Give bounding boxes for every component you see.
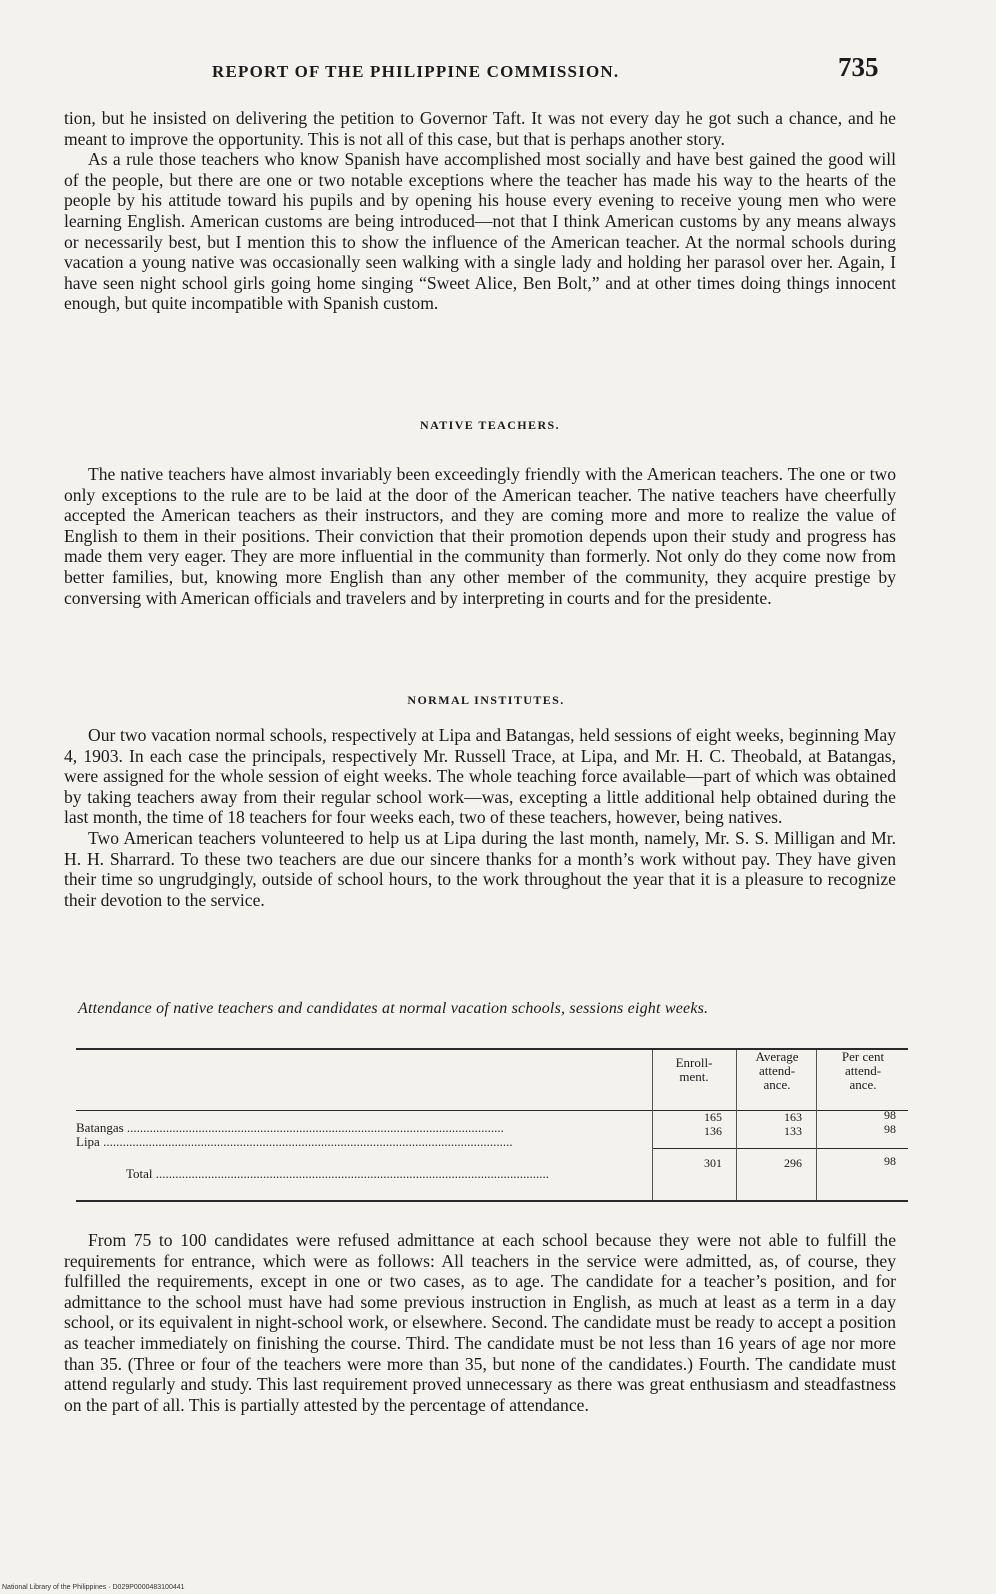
table-caption: Attendance of native teachers and candidates at normal vacation schools, sessions eight weeks. [78,1000,709,1017]
table-total-cell: 98 [884,1154,896,1168]
table-row-label: Batangas .................................................................................................................... [76,1120,504,1135]
table-cell: 163 [784,1110,802,1124]
paragraph: Two American teachers volunteered to help us at Lipa during the last month, namely, Mr. S. S. Milligan and Mr. H. H. Sharrard. To these two teachers are due our sincere thanks for a month’s work without pay. They have given their time so ungrudgingly, outside of school hours, to the work throughout the year that it is a pleasure to recognize their devotion to the service. [64,827,896,910]
table-bottom-rule [76,1200,908,1202]
header-line: ance. [763,1077,791,1092]
table-total-cell: 296 [784,1156,802,1170]
header-line: Enroll- [675,1055,713,1070]
row-label-text: Batangas [76,1120,124,1135]
header-line: attend- [758,1063,796,1078]
intro-text [64,108,896,314]
column-header-enrollment [654,1056,734,1084]
table-row-label: Lipa .............................................................................................................................. [76,1134,513,1149]
table-cell: 98 [884,1108,896,1122]
table-cell: 133 [784,1124,802,1138]
table-cell: 98 [884,1122,896,1136]
native-teachers-text [64,464,896,608]
column-divider [736,1050,737,1200]
table-total-cell: 301 [704,1156,722,1170]
column-header-average-attendance [738,1050,816,1092]
scan-credit: National Library of the Philippines · D029P0000483100441 [2,1584,185,1591]
normal-institutes-text [64,725,896,910]
section-heading-normal-institutes: NORMAL INSTITUTES. [407,693,565,707]
running-title: REPORT OF THE PHILIPPINE COMMISSION. [212,62,620,81]
paragraph: Our two vacation normal schools, respectively at Lipa and Batangas, held sessions of eight weeks, beginning May 4, 1903. In each case the principals, respectively Mr. Russell Trace, at Lipa, and Mr. H. C. Theobald, at Batangas, were assigned for the whole session of eight weeks. The whole teaching force available—part of which was obtained by taking teachers away from their regular school work—was, excepting a little additional help obtained during the last month, the time of 18 teachers for four weeks each, two of these teachers, however, being natives. [64,725,896,828]
page-header [0,52,996,88]
section-heading-native-teachers: NATIVE TEACHERS. [420,418,560,432]
paragraph: tion, but he insisted on delivering the petition to Governor Taft. It was not every day he got such a chance, and he meant to improve the opportunity. This is not all of this case, but that is perhaps another story. [64,108,896,149]
column-divider [816,1050,817,1200]
paragraph: The native teachers have almost invariably been exceedingly friendly with the American teachers. The one or two only exceptions to the rule are to be laid at the door of the American teacher. The native teachers have cheerfully accepted the American teachers as their instructors, and they are coming more and more to realize the value of English to them in their positions. Their conviction that their promotion depends upon their study and progress has made them very eager. They are more influential in the community than formerly. Not only do they come now from better families, but, knowing more English than any other member of the community, they acquire prestige by conversing with American officials and travelers and by interpreting in courts and for the presidente. [64,464,896,608]
header-line: Average [755,1049,799,1064]
attendance-table [76,1040,908,1220]
table-cell: 165 [704,1110,722,1124]
paragraph: As a rule those teachers who know Spanish have accomplished most socially and have best gained the good will of the people, but there are one or two notable exceptions where the teacher has made his way to the hearts of the people by his attitude toward his pupils and by opening his house every evening to receive young men who were learning English. American customs are being introduced—not that I think American customs by any means always or necessarily best, but I mention this to show the influence of the American teacher. At the normal schools during vacation a young native was occasionally seen walking with a single lady and holding her parasol over her. Again, I have seen night school girls going home singing “Sweet Alice, Ben Bolt,” and at other times doing things innocent enough, but quite incompatible with Spanish custom. [64,149,896,314]
header-line: attend- [844,1063,882,1078]
column-divider [652,1050,653,1200]
row-label-text: Total [126,1166,153,1181]
paragraph: From 75 to 100 candidates were refused admittance at each school because they were not able to fulfill the requirements for entrance, which were as follows: All teachers in the service were admitted, as, of course, they fulfilled the requirements, except in one or two cases, as to age. The candidate for a teacher’s position, and for admittance to the school must have had some previous instruction in English, as much at least as a term in a day school, or its equivalent in night-school work, or elsewhere. Second. The candidate must be ready to accept a position as teacher immediately on finishing the course. Third. The candidate must be not less than 16 years of age nor more than 35. (Three or four of the teachers were more than 35, but none of the candidates.) Fourth. The candidate must attend regularly and study. This last requirement proved unnecessary as there was great enthusiasm and steadfastness on the part of all. This is partially attested by the percentage of attendance. [64,1230,896,1415]
header-line: Per cent [841,1049,885,1064]
column-header-percent-attendance [818,1050,908,1092]
row-label-text: Lipa [76,1134,100,1149]
table-total-label: Total ......................................................................................................................... [126,1166,550,1181]
candidates-text [64,1230,896,1415]
header-line: ance. [849,1077,877,1092]
header-line: ment. [679,1069,709,1084]
table-cell: 136 [704,1124,722,1138]
table-total-rule [652,1148,908,1149]
page-number: 735 [838,52,879,82]
